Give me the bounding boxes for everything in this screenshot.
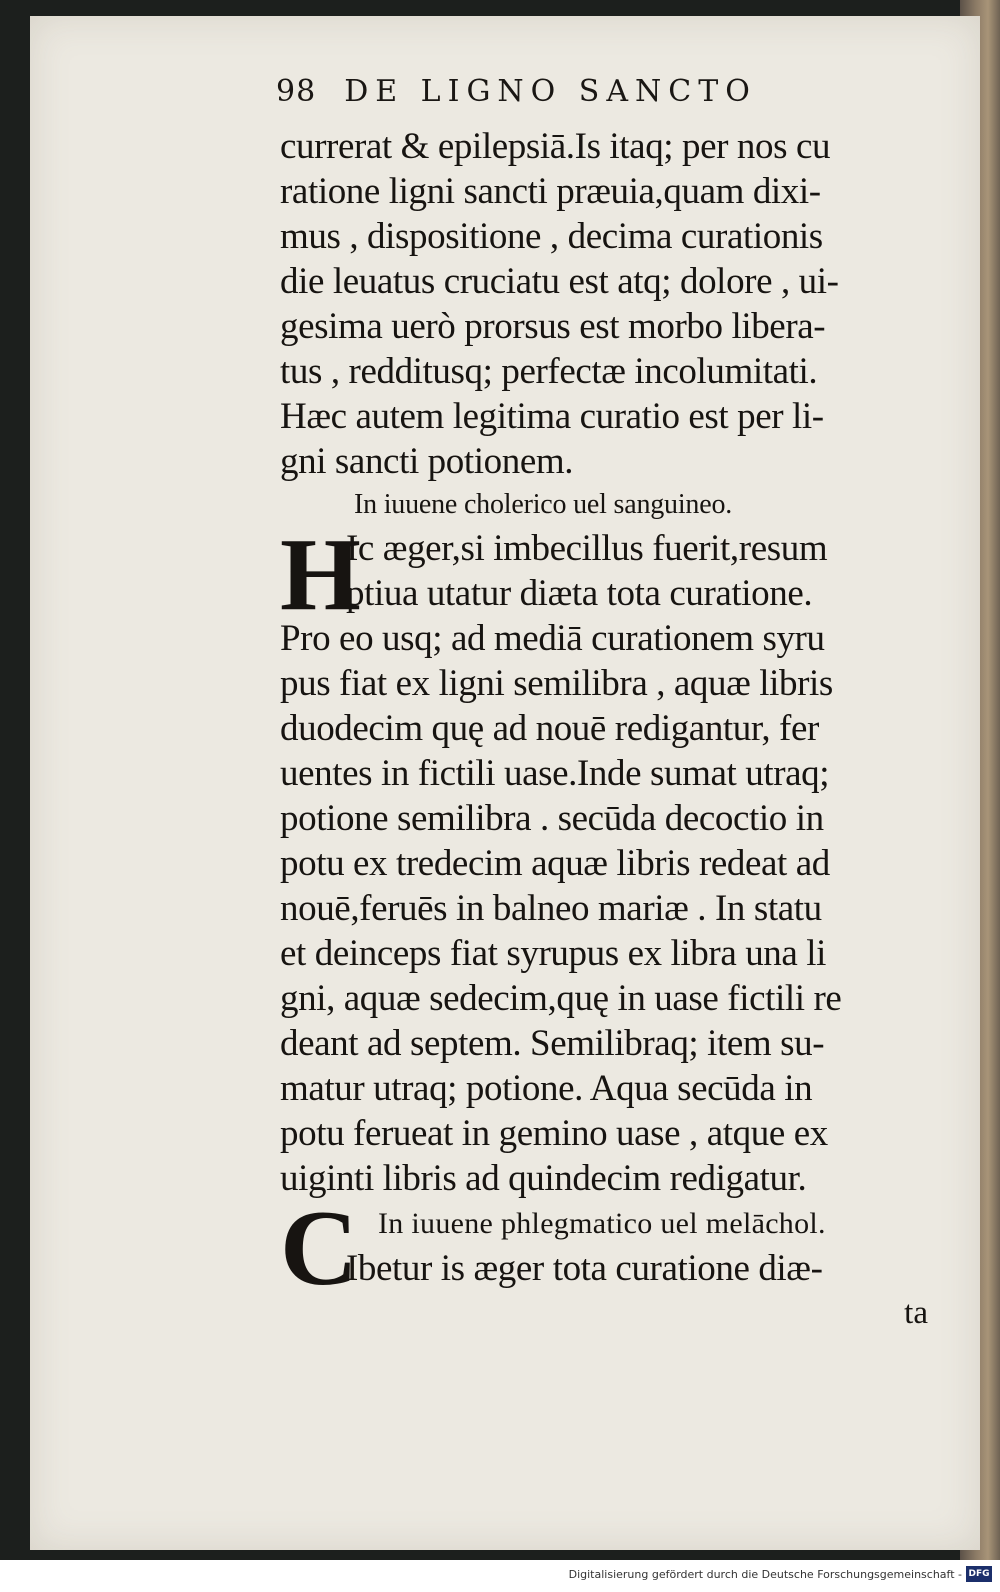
text-line: gesima uerò prorsus est morbo libera- xyxy=(280,306,826,347)
text-line: duodecim quę ad nouē redigantur, fer xyxy=(280,708,819,749)
text-line: Hæc autem legitima curatio est per li- xyxy=(280,396,824,437)
text-line: uentes in fictili uase.Inde sumat utraq; xyxy=(280,753,830,794)
text-line: pus fiat ex ligni semilibra , aquæ libris xyxy=(280,663,833,704)
text-line: tus , redditusq; perfectæ incolumitati. xyxy=(280,351,818,392)
text-line: currerat & epilepsiā.Is itaq; per nos cu xyxy=(280,126,831,167)
paragraph-3 xyxy=(280,1189,940,1336)
text-block xyxy=(280,124,940,1336)
text-line: gni sancti potionem. xyxy=(280,441,574,482)
text-line: uiginti libris ad quindecim redigatur. xyxy=(280,1158,807,1199)
drop-capital: C xyxy=(280,1189,358,1308)
book-page xyxy=(30,16,980,1550)
text-line: potu ex tredecim aquæ libris redeat ad xyxy=(280,843,830,884)
text-line: mus , dispositione , decima curationis xyxy=(280,216,823,257)
text-line: gni, aquæ sedecim,quę in uase fictili re xyxy=(280,978,842,1019)
digitization-footer xyxy=(0,1560,1000,1592)
text-line: deant ad septem. Semilibraq; item su- xyxy=(280,1023,825,1064)
text-line: Pro eo usq; ad mediā curationem syru xyxy=(280,618,825,659)
section-subheading: In iuuene cholerico uel sanguineo. xyxy=(354,489,733,520)
paragraph-1 xyxy=(280,124,940,484)
page-number: 98 xyxy=(276,74,317,109)
paragraph-2 xyxy=(280,517,940,1201)
text-line: nouē,feruēs in balneo mariæ . In statu xyxy=(280,888,822,929)
drop-capital: H xyxy=(280,517,361,632)
text-line: potione semilibra . secūda decoctio in xyxy=(280,798,824,839)
text-line: Ic æger,si imbecillus fuerit,resum xyxy=(346,528,828,569)
running-head xyxy=(276,74,757,114)
text-line: ptiua utatur diæta tota curatione. xyxy=(346,573,813,614)
text-line: potu ferueat in gemino uase , atque ex xyxy=(280,1113,828,1154)
text-line: ratione ligni sancti præuia,quam dixi- xyxy=(280,171,821,212)
running-title: DE LIGNO SANCTO xyxy=(344,74,757,109)
dfg-logo: DFG xyxy=(966,1566,992,1582)
text-line: matur utraq; potione. Aqua secūda in xyxy=(280,1068,813,1109)
catchword: ta xyxy=(904,1295,928,1331)
text-line: die leuatus cruciatu est atq; dolore , ui- xyxy=(280,261,839,302)
funding-credit: Digitalisierung gefördert durch die Deutsche Forschungsgemeinschaft - xyxy=(568,1568,962,1581)
text-line: Ibetur is æger tota curatione diæ- xyxy=(346,1248,823,1289)
text-line: et deinceps fiat syrupus ex libra una li xyxy=(280,933,827,974)
section-subheading: In iuuene phlegmatico uel melāchol. xyxy=(378,1207,826,1240)
